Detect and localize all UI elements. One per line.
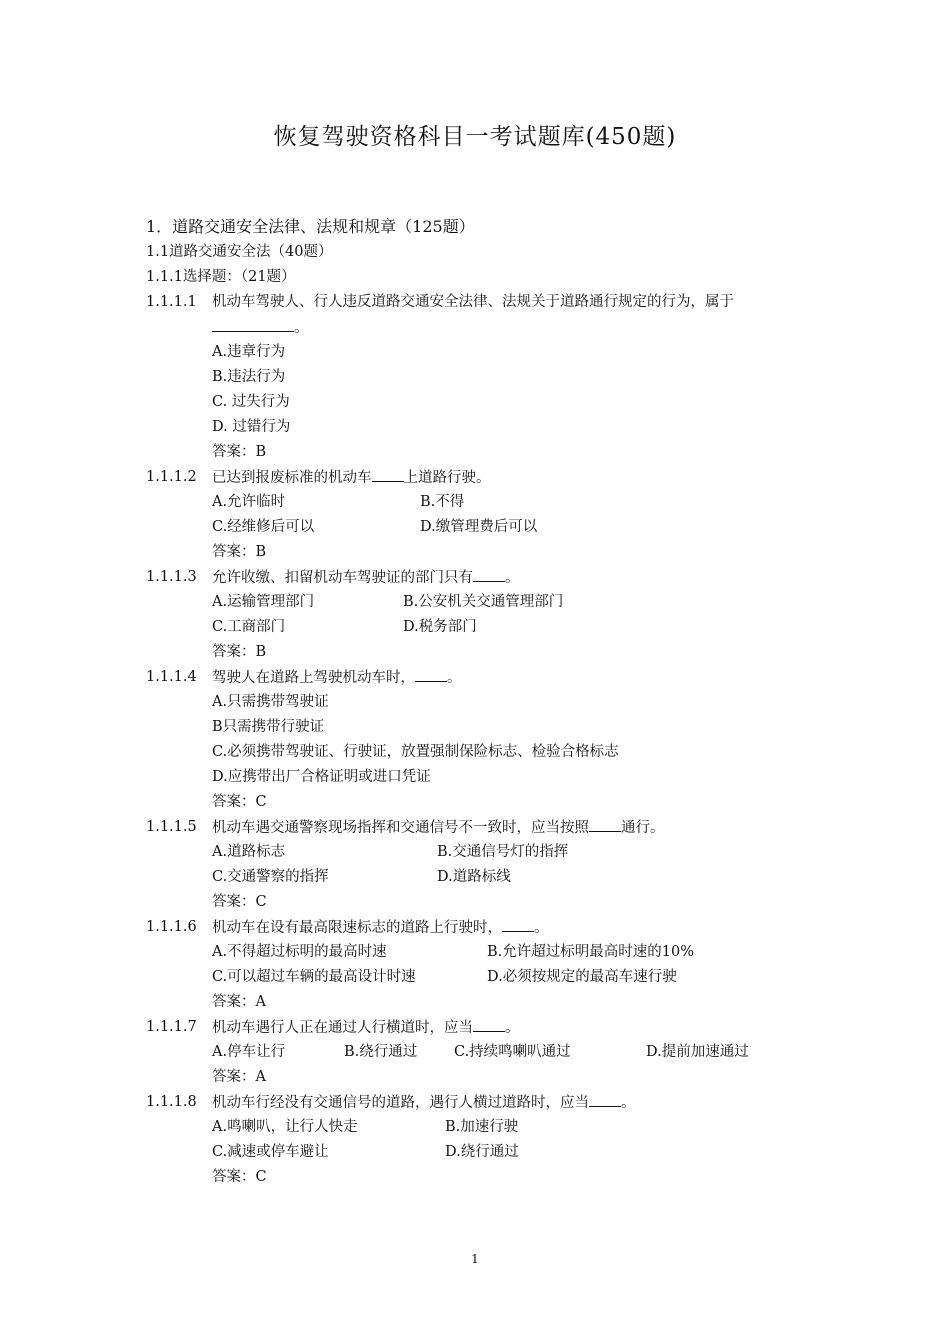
answer: 答案：B [212, 444, 267, 460]
option-b: B.加速行驶 [445, 1119, 519, 1135]
option-c: C.可以超过车辆的最高设计时速 [212, 969, 416, 985]
option-c: C.减速或停车避让 [212, 1144, 329, 1160]
section-heading-1-1: 1.1道路交通安全法（40题） [146, 244, 333, 260]
question-text: 机动车遇行人正在通过人行横道时，应当 。 [212, 1017, 520, 1038]
option-d: D.绕行通过 [445, 1144, 519, 1160]
option-b: B.绕行通过 [344, 1044, 418, 1060]
option-d: D.必须按规定的最高车速行驶 [487, 969, 677, 985]
option-d: D.道路标线 [437, 869, 511, 885]
option-a: A.停车让行 [212, 1044, 286, 1060]
answer: 答案：B [212, 644, 267, 660]
question-text: 机动车行经没有交通信号的道路，遇行人横过道路时，应当 。 [212, 1092, 636, 1113]
answer: 答案：A [212, 994, 266, 1010]
option-c: C.交通警察的指挥 [212, 869, 329, 885]
option-c: C. 过失行为 [212, 394, 290, 410]
option-b: B只需携带行驶证 [212, 719, 325, 735]
question-text: 已达到报废标准的机动车 上道路行驶。 [212, 467, 491, 488]
option-b: B.交通信号灯的指挥 [437, 844, 569, 860]
question-number: 1.1.1.6 [146, 919, 197, 935]
section-heading-1: 1．道路交通安全法律、法规和规章（125题） [146, 217, 475, 236]
question-number: 1.1.1.2 [146, 469, 197, 485]
question-text: 允许收缴、扣留机动车驾驶证的部门只有 。 [212, 567, 520, 588]
answer: 答案：C [212, 794, 267, 810]
option-c: C.经维修后可以 [212, 519, 315, 535]
option-d: D.缴管理费后可以 [420, 519, 538, 535]
document-title: 恢复驾驶资格科目一考试题库(450题) [273, 124, 677, 150]
question-number: 1.1.1.4 [146, 669, 197, 685]
option-a: A.只需携带驾驶证 [212, 694, 329, 710]
answer: 答案：C [212, 894, 267, 910]
answer: 答案：A [212, 1069, 266, 1085]
option-a: A.道路标志 [212, 844, 286, 860]
option-d: D. 过错行为 [212, 419, 291, 435]
question-number: 1.1.1.7 [146, 1019, 197, 1035]
option-c: C.工商部门 [212, 619, 286, 635]
option-b: B.不得 [420, 494, 465, 510]
option-d: D.应携带出厂合格证明或进口凭证 [212, 769, 431, 785]
option-a: A.运输管理部门 [212, 594, 315, 610]
option-a: A.允许临时 [212, 494, 286, 510]
question-text: 驾驶人在道路上驾驶机动车时， 。 [212, 667, 462, 688]
question-number: 1.1.1.5 [146, 819, 197, 835]
question-text: 机动车遇交通警察现场指挥和交通信号不一致时，应当按照 通行。 [212, 817, 665, 838]
option-b: B.违法行为 [212, 369, 286, 385]
question-number: 1.1.1.3 [146, 569, 197, 585]
option-a: A.违章行为 [212, 344, 286, 360]
option-a: A.不得超过标明的最高时速 [212, 944, 387, 960]
question-number: 1.1.1.1 [146, 294, 197, 310]
option-c: C.持续鸣喇叭通过 [454, 1044, 571, 1060]
option-d: D.税务部门 [403, 619, 477, 635]
option-b: B.允许超过标明最高时速的10% [487, 944, 694, 960]
option-b: B.公安机关交通管理部门 [403, 594, 564, 610]
question-number: 1.1.1.8 [146, 1094, 197, 1110]
answer: 答案：B [212, 544, 267, 560]
option-d: D.提前加速通过 [646, 1044, 749, 1060]
question-text: 机动车在设有最高限速标志的道路上行驶时， 。 [212, 917, 549, 938]
question-text-end: 。 [212, 317, 309, 338]
option-a: A.鸣喇叭，让行人快走 [212, 1119, 358, 1135]
option-c: C.必须携带驾驶证、行驶证，放置强制保险标志、检验合格标志 [212, 744, 619, 760]
answer: 答案：C [212, 1169, 267, 1185]
page-number: 1 [471, 1252, 479, 1266]
section-heading-1-1-1: 1.1.1选择题：（21题） [146, 269, 296, 285]
question-text: 机动车驾驶人、行人违反道路交通安全法律、法规关于道路通行规定的行为，属于 [212, 294, 734, 310]
